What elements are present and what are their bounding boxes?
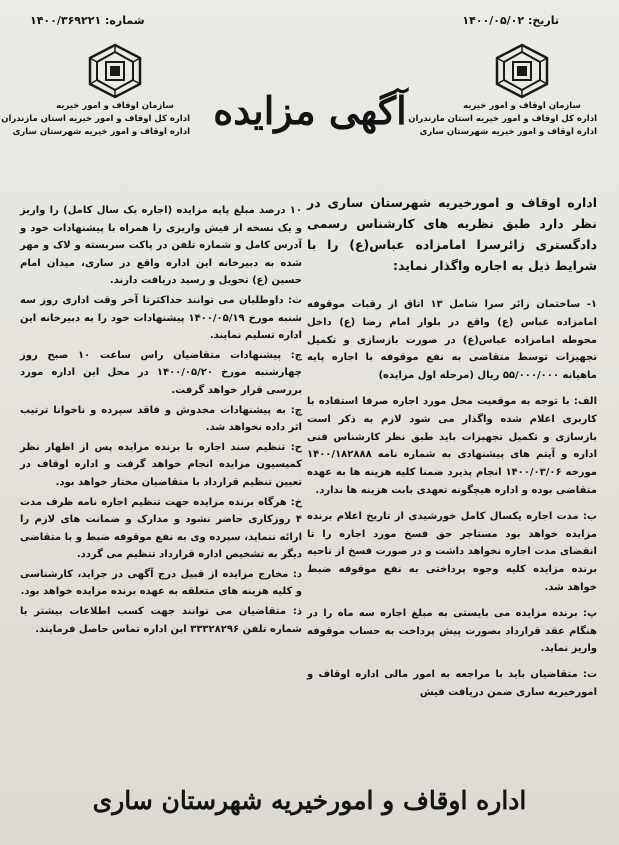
logo-city-office: اداره اوقاف و امور خیریه شهرستان ساری xyxy=(12,127,190,137)
clause-te-continued: ۱۰ درصد مبلغ پایه مزایده (اجاره یک سال کامل) را واریز و یک نسخه از فیش واریزی را همراه با پیشنهادات خود و آدرس کامل و شماره تلفن در پاکت سربسته و لاک و مهر شده به دبیرخانه این اداره واقع در ساری، میدان امام حسین (ع) تحویل و رسید دریافت دارند. xyxy=(20,205,302,287)
item-1-paragraph: ۱- ساختمان زائر سرا شامل ۱۳ اتاق از رقبات موقوفه امامزاده عباس (ع) واقع در بلوار امام رضا (ع) داخل محوطه امامزاده عباس(ع) در صورت بازسازی و تکمیل تجهیزات توسط متقاضی به نفع موقوفه با اجاره پایه ماهیانه ۵۵/۰۰۰/۰۰۰ ریال (مرحله اول مزایده) xyxy=(307,299,597,382)
logo-org-name: سازمان اوقاف و امور خیریه xyxy=(463,101,581,111)
logo-province-office: اداره کل اوقاف و امور خیریه استان مازندران xyxy=(1,114,190,124)
clause-he: ح: تنظیم سند اجاره با برنده مزایده پس از اظهار نظر کمیسیون مزایده انجام خواهد گرفت و اداره اوقاف در تعیین تنظیم قرارداد با متقاضیان مختار خواهد بود. xyxy=(20,441,302,488)
clause-khe: خ: هرگاه برنده مزایده جهت تنظیم اجاره نامه ظرف مدت ۴ روزکاری حاضر نشود و مدارک و ضمانت های لازم را ارائه ننماید، سپرده وی به نفع موقوفه ضبط و با متقاضی دیگر به تشخیص اداره قرارداد تنظیم می گردد. xyxy=(20,496,302,561)
intro-paragraph: اداره اوقاف و امورخیریه شهرستان ساری در نظر دارد طبق نظریه های کارشناس رسمی دادگستری زائرسرا امامزاده عباس(ع) را با شرایط ذیل به اجاره واگذار نماید: xyxy=(307,195,597,273)
awqaf-emblem-icon xyxy=(84,42,146,100)
right-column xyxy=(307,192,597,710)
clause-se: ث: داوطلبان می توانند حداکثرتا آخر وقت اداری روز سه شنبه مورخ ۱۴۰۰/۰۵/۱۹ پیشنهادات خود را به دبیرخانه این اداره تسلیم نمایند. xyxy=(20,294,302,342)
left-column xyxy=(20,202,302,640)
date-line: تاریخ: ۱۴۰۰/۰۵/۰۲ xyxy=(462,14,559,27)
org-logo-block-right xyxy=(408,42,597,139)
awqaf-emblem-icon xyxy=(491,42,553,100)
clause-alef: الف: با توجه به موقعیت محل مورد اجاره صرفا استفاده با کاربری اعلام شده واگذار می شود لازم به ذکر است بازسازی و تکمیل تجهیزات باید طبق نظر کارشناس فنی اداره و آیتم های پیشنهادی به شماره نامه ۱۴۰۰/۱۸۲۸۸۸ مورخه ۱۴۰۰/۰۳/۰۶ انجام پذیرد ضمنا کلیه هزینه ها به عهده متقاضی بوده و اداره هیچگونه تعهدی بابت هزینه ها ندارد. xyxy=(307,395,597,496)
clause-pe: پ: برنده مزایده می بایستی به مبلغ اجاره سه ماه را در هنگام عقد قرارداد بصورت پیش پرداخت به حساب موقوفه واریز نماید. xyxy=(307,607,597,655)
clause-te: ت: متقاضیان باید با مراجعه به امور مالی اداره اوقاف و امورخیریه ساری ضمن دریافت فیش xyxy=(307,669,597,698)
clause-be: ب: مدت اجاره یکسال کامل خورشیدی از تاریخ اعلام برنده مزایده خواهد بود مستاجر حق فسخ مورد اجاره را تا انقضای مدت اجاره نخواهد داشت و در صورت فسخ از ناحیه برنده مزایده کلیه وجوه پرداختی به نفع موقوفه ضبط خواهد شد. xyxy=(307,510,597,593)
logo-city-office: اداره اوقاف و امور خیریه شهرستان ساری xyxy=(419,127,597,137)
number-line: شماره: ۱۴۰۰/۳۶۹۲۲۱ xyxy=(30,14,145,27)
logo-province-office: اداره کل اوقاف و امور خیریه استان مازندران xyxy=(408,114,597,124)
clause-jim: ج: پیشنهادات متقاضیان راس ساعت ۱۰ صبح روز چهارشنبه مورخ ۱۴۰۰/۰۵/۲۰ در محل این اداره مورد بررسی قرار خواهد گرفت. xyxy=(20,349,302,396)
clause-dal: د: مخارج مزایده از قبیل درج آگهی در جراید، کارشناسی و کلیه هزینه های متعلقه به عهده برنده مزایده خواهد بود. xyxy=(20,568,302,598)
footer-signature: اداره اوقاف و امورخیریه شهرستان ساری xyxy=(92,786,527,815)
org-logo-block-left xyxy=(1,42,190,139)
logo-org-name: سازمان اوقاف و امور خیریه xyxy=(56,101,174,111)
clause-zal: ذ: متقاضیان می توانند جهت کسب اطلاعات بیشتر با شماره تلفن ۳۳۳۲۸۲۹۶ این اداره تماس حاصل فرمایند. xyxy=(20,606,302,635)
clause-che: چ: به پیشنهادات مخدوش و فاقد سپرده و ناخوانا ترتیب اثر داده نخواهد شد. xyxy=(20,404,302,434)
page-title: آگهی مزایده xyxy=(213,88,407,133)
